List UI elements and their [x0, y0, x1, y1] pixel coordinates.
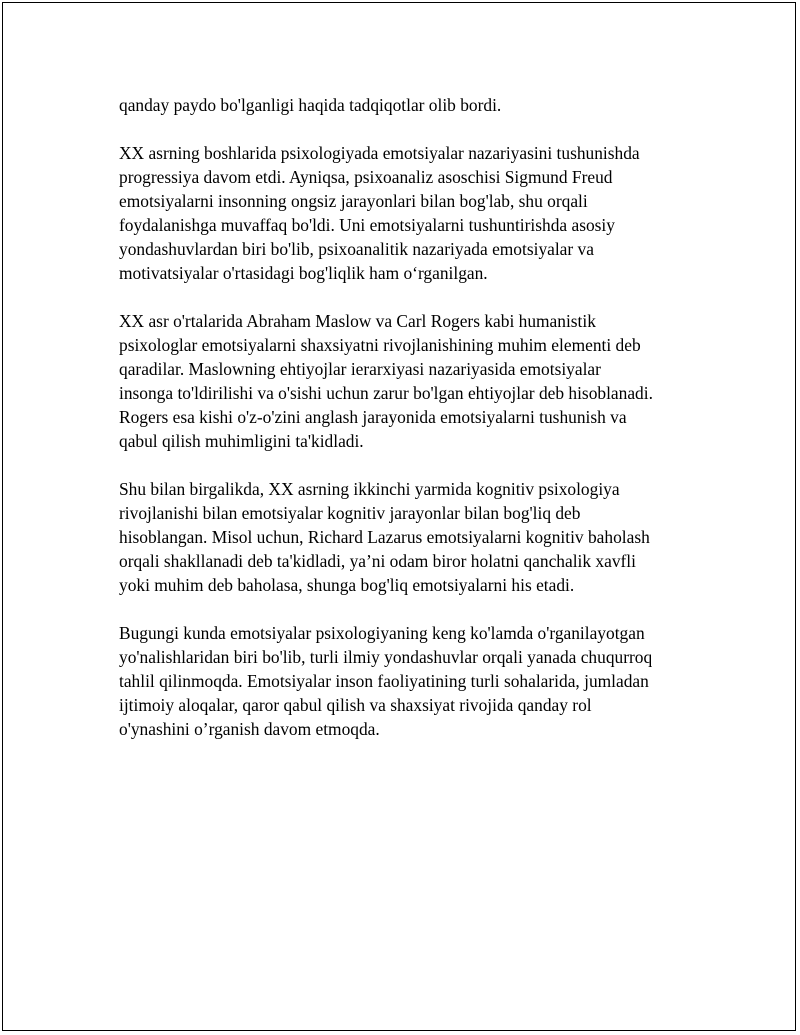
text-line: XX asrning boshlarida psixologiyada emotsiyalar nazariyasini tushunishda	[119, 143, 640, 163]
paragraph-1	[119, 93, 699, 117]
text-line: yoki muhim deb baholasa, shunga bog'liq emotsiyalarni his etadi.	[119, 575, 575, 595]
document-page	[2, 2, 796, 1031]
text-line: Rogers esa kishi o'z-o'zini anglash jarayonida emotsiyalarni tushunish va	[119, 407, 627, 427]
text-line: tahlil qilinmoqda. Emotsiyalar inson faoliyatining turli sohalarida, jumladan	[119, 671, 649, 691]
text-line: qanday paydo bo'lganligi haqida tadqiqotlar olib bordi.	[119, 95, 502, 115]
text-line: XX asr o'rtalarida Abraham Maslow va Carl Rogers kabi humanistik	[119, 311, 596, 331]
text-line: progressiya davom etdi. Ayniqsa, psixoanaliz asoschisi Sigmund Freud	[119, 167, 613, 187]
text-line: orqali shakllanadi deb ta'kidladi, ya’ni odam biror holatni qanchalik xavfli	[119, 551, 636, 571]
text-line: motivatsiyalar o'rtasidagi bog'liqlik ham o‘rganilgan.	[119, 263, 488, 283]
paragraph-3	[119, 309, 699, 453]
text-line: hisoblangan. Misol uchun, Richard Lazarus emotsiyalarni kognitiv baholash	[119, 527, 650, 547]
text-line: ijtimoiy aloqalar, qaror qabul qilish va shaxsiyat rivojida qanday rol	[119, 695, 592, 715]
paragraph-2	[119, 141, 699, 285]
text-line: emotsiyalarni insonning ongsiz jarayonlari bilan bog'lab, shu orqali	[119, 191, 588, 211]
text-line: qabul qilish muhimligini ta'kidladi.	[119, 431, 364, 451]
text-line: rivojlanishi bilan emotsiyalar kognitiv jarayonlar bilan bog'liq deb	[119, 503, 581, 523]
text-line: qaradilar. Maslowning ehtiyojlar ierarxiyasi nazariyasida emotsiyalar	[119, 359, 601, 379]
text-line: foydalanishga muvaffaq bo'ldi. Uni emotsiyalarni tushuntirishda asosiy	[119, 215, 615, 235]
document-body	[119, 93, 699, 765]
text-line: insonga to'ldirilishi va o'sishi uchun zarur bo'lgan ehtiyojlar deb hisoblanadi.	[119, 383, 653, 403]
paragraph-5	[119, 621, 699, 741]
text-line: o'ynashini o’rganish davom etmoqda.	[119, 719, 380, 739]
text-line: yo'nalishlaridan biri bo'lib, turli ilmiy yondashuvlar orqali yanada chuqurroq	[119, 647, 653, 667]
text-line: Bugungi kunda emotsiyalar psixologiyaning keng ko'lamda o'rganilayotgan	[119, 623, 645, 643]
text-line: Shu bilan birgalikda, XX asrning ikkinchi yarmida kognitiv psixologiya	[119, 479, 620, 499]
text-line: psixologlar emotsiyalarni shaxsiyatni rivojlanishining muhim elementi deb	[119, 335, 641, 355]
paragraph-4	[119, 477, 699, 597]
text-line: yondashuvlardan biri bo'lib, psixoanalitik nazariyada emotsiyalar va	[119, 239, 594, 259]
